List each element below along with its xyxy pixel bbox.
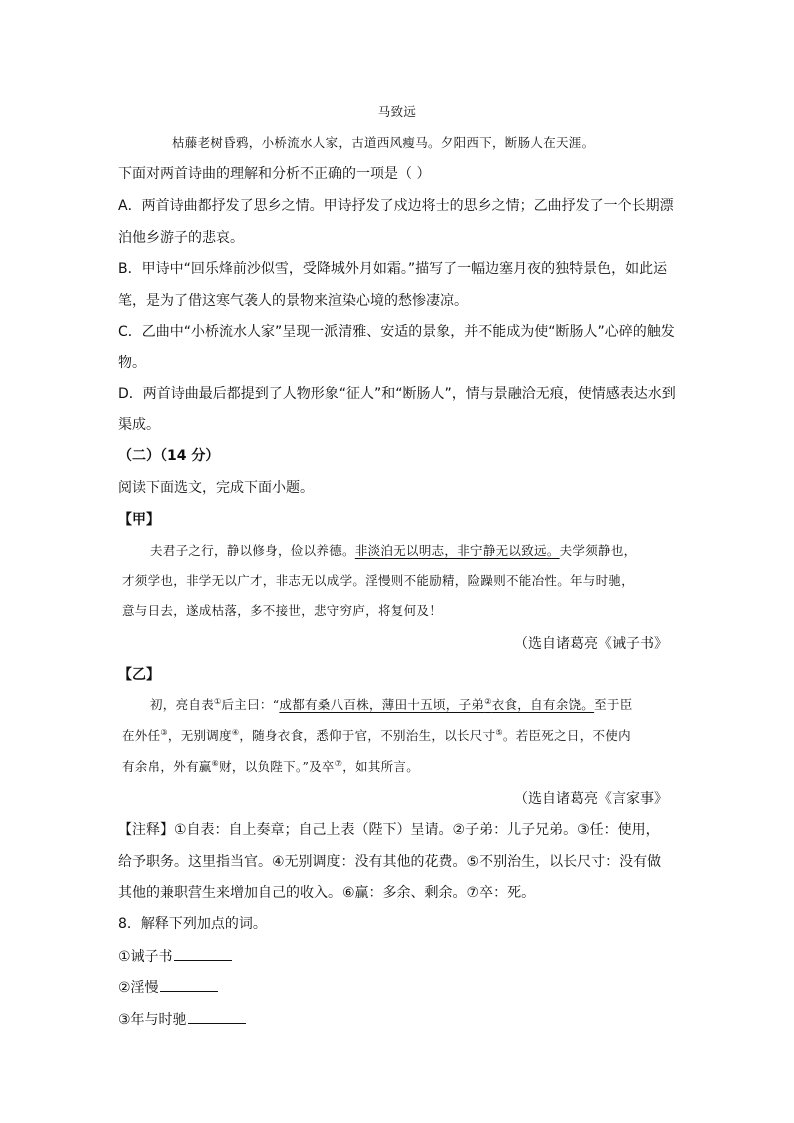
note-marker-4: ④	[231, 727, 240, 737]
answer-blank[interactable]	[174, 946, 232, 961]
jia-line1	[150, 541, 636, 561]
answer-blank[interactable]	[160, 977, 218, 992]
yi-text: 在外任	[122, 728, 161, 743]
question8-item-1	[118, 946, 232, 967]
yi-text: 至于臣	[594, 697, 633, 712]
question8-item-3	[118, 1009, 246, 1030]
option-d-line1: D．两首诗曲最后都提到了人物形象“征人”和“断肠人”，情与景融洽无痕，使情感表达水到	[118, 386, 676, 402]
note-marker-6: ⑥	[211, 758, 220, 768]
section2-instruction: 阅读下面选文，完成下面小题。	[118, 480, 314, 496]
option-b-line2: 笔，是为了借这寒气袭人的景物来渲染心境的愁惨凄凉。	[118, 293, 468, 309]
yi-text: ，无别调度	[167, 728, 232, 743]
option-b-line1: B．甲诗中“回乐烽前沙似雪，受降城外月如霜。”描写了一幅边塞月夜的独特景色，如此运	[118, 261, 668, 277]
option-a-line1: A．两首诗曲都抒发了思乡之情。甲诗抒发了戍边将士的思乡之情；乙曲抒发了一个长期漂	[118, 198, 674, 214]
yi-text: ，如其所言。	[342, 759, 420, 774]
yi-underlined-sentence	[279, 697, 594, 712]
yi-text: ，随身衣食，悉仰于官，不别治生，以长尺寸	[239, 728, 496, 743]
question8-item-2	[118, 977, 218, 998]
yi-text: 。若臣死之日，不使内	[502, 728, 631, 743]
answer-blank[interactable]	[188, 1009, 246, 1024]
notes-line3: 其他的兼职营生来增加自己的收入。⑥赢：多余、剩余。⑦卒：死。	[118, 885, 536, 901]
yi-text: 有余帛，外有赢	[122, 759, 212, 774]
question8-item-label: ①诫子书	[118, 949, 173, 965]
jia-line1-post: 夫学须静也，	[559, 543, 637, 558]
option-a-line2: 泊他乡游子的悲哀。	[118, 230, 244, 246]
jia-source: （选自诸葛亮《诫子书》	[514, 636, 668, 652]
jia-line3: 意与日去，遂成枯落，多不接世，悲守穷庐，将复何及！	[122, 603, 443, 618]
notes-line1: 【注释】①自表：自上奏章；自己上表（陛下）呈请。②子弟：儿子兄弟。③任：使用，	[118, 822, 660, 838]
jia-line2: 才须学也，非学无以广才，非志无以成学。淫慢则不能励精，险躁则不能冶性。年与时驰，	[122, 573, 635, 588]
jia-line1-pre: 夫君子之行，静以修身，俭以养德。	[150, 543, 355, 558]
question8-stem: 8．解释下列加点的词。	[118, 916, 267, 932]
section2-heading: （二）（14 分）	[118, 448, 220, 464]
yi-text: 后主曰：“	[221, 697, 280, 712]
note-marker-5: ⑤	[495, 727, 503, 737]
yi-text: 财，以负陛下。”及卒	[219, 759, 335, 774]
note-marker-1: ①	[214, 696, 222, 706]
question7-stem: 下面对两首诗曲的理解和分析不正确的一项是（ ）	[118, 166, 431, 182]
option-c-line2: 物。	[118, 355, 146, 371]
option-d-line2: 渠成。	[118, 417, 160, 433]
question8-item-label: ③年与时驰	[118, 1012, 187, 1028]
jia-underlined-sentence: 非淡泊无以明志，非宁静无以致远。	[354, 543, 560, 558]
notes-line2: 给予职务。这里指当官。④无别调度：没有其他的花费。⑤不别治生，以长尺寸：没有做	[118, 854, 662, 870]
yi-text: 初，亮自表	[150, 697, 215, 712]
yi-text: 成都有桑八百株，薄田十五顷，子弟	[279, 697, 485, 712]
yi-line3	[122, 757, 419, 777]
yi-line2	[122, 726, 631, 746]
jia-label: 【甲】	[118, 512, 160, 528]
option-c-line1: C．乙曲中“小桥流水人家”呈现一派清雅、安适的景象，并不能成为使“断肠人”心碎的触发	[118, 324, 675, 340]
yi-source: （选自诸葛亮《言家事》	[514, 791, 668, 807]
note-marker-2: ②	[484, 696, 492, 706]
yi-line1	[150, 695, 633, 715]
question8-item-label: ②淫慢	[118, 980, 159, 996]
yi-label: 【乙】	[118, 667, 160, 683]
poem-text: 枯藤老树昏鸦，小桥流水人家，古道西风瘦马。夕阳西下，断肠人在天涯。	[172, 135, 595, 150]
yi-text: 衣食，自有余饶。	[491, 697, 595, 712]
poem-title: 马致远	[377, 104, 417, 119]
note-marker-7: ⑦	[334, 758, 343, 768]
note-marker-3: ③	[160, 727, 168, 737]
